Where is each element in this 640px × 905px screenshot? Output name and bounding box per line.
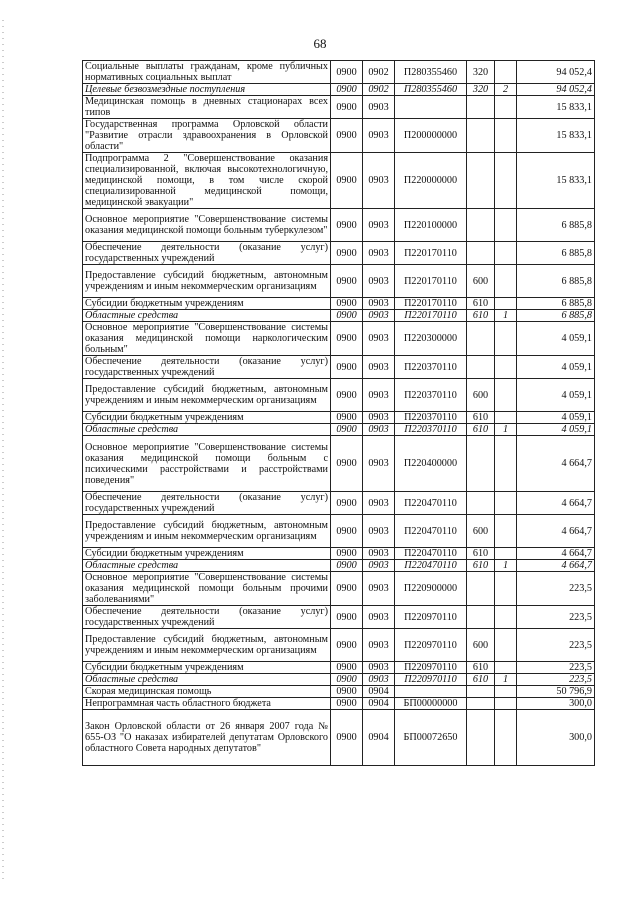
table-row — [83, 560, 595, 572]
amount: 4 059,1 — [517, 322, 595, 356]
funding-source-code — [495, 686, 517, 698]
budget-table — [82, 60, 595, 766]
section-code: 0900 — [331, 153, 363, 209]
target-article-code: П220370110 — [395, 424, 467, 436]
funding-source-code — [495, 710, 517, 766]
target-article-code: П220470110 — [395, 492, 467, 515]
table-body — [83, 61, 595, 766]
funding-source-code — [495, 606, 517, 629]
subsection-code: 0903 — [363, 379, 395, 412]
expense-type-code — [467, 710, 495, 766]
funding-source-code — [495, 119, 517, 153]
row-name: Обеспечение деятельности (оказание услуг) государственных учреждений — [83, 606, 331, 629]
target-article-code: П220470110 — [395, 515, 467, 548]
funding-source-code — [495, 662, 517, 674]
amount: 6 885,8 — [517, 265, 595, 298]
section-code: 0900 — [331, 96, 363, 119]
row-name: Предоставление субсидий бюджетным, автономным учреждениям и иным некоммерческим организациям — [83, 629, 331, 662]
table-row — [83, 662, 595, 674]
table-row — [83, 606, 595, 629]
subsection-code: 0903 — [363, 436, 395, 492]
row-name: Основное мероприятие "Совершенствование системы оказания медицинской помощи наркологическим больным" — [83, 322, 331, 356]
expense-type-code: 610 — [467, 674, 495, 686]
expense-type-code: 610 — [467, 412, 495, 424]
funding-source-code — [495, 96, 517, 119]
amount: 4 664,7 — [517, 492, 595, 515]
subsection-code: 0903 — [363, 412, 395, 424]
section-code: 0900 — [331, 310, 363, 322]
expense-type-code: 600 — [467, 629, 495, 662]
subsection-code: 0902 — [363, 84, 395, 96]
expense-type-code — [467, 242, 495, 265]
row-name: Обеспечение деятельности (оказание услуг) государственных учреждений — [83, 492, 331, 515]
table-row — [83, 515, 595, 548]
target-article-code — [395, 686, 467, 698]
funding-source-code — [495, 242, 517, 265]
target-article-code — [395, 96, 467, 119]
table-row — [83, 424, 595, 436]
section-code: 0900 — [331, 710, 363, 766]
section-code: 0900 — [331, 242, 363, 265]
subsection-code: 0903 — [363, 242, 395, 265]
subsection-code: 0903 — [363, 629, 395, 662]
subsection-code: 0903 — [363, 548, 395, 560]
section-code: 0900 — [331, 572, 363, 606]
subsection-code: 0903 — [363, 560, 395, 572]
amount: 6 885,8 — [517, 209, 595, 242]
amount: 94 052,4 — [517, 61, 595, 84]
table-row — [83, 436, 595, 492]
table-row — [83, 310, 595, 322]
section-code: 0900 — [331, 560, 363, 572]
target-article-code: П220170110 — [395, 298, 467, 310]
funding-source-code — [495, 61, 517, 84]
subsection-code: 0903 — [363, 515, 395, 548]
table-row — [83, 84, 595, 96]
row-name: Предоставление субсидий бюджетным, автономным учреждениям и иным некоммерческим организациям — [83, 515, 331, 548]
table-row — [83, 492, 595, 515]
expense-type-code: 610 — [467, 548, 495, 560]
section-code: 0900 — [331, 322, 363, 356]
row-name: Областные средства — [83, 424, 331, 436]
row-name: Подпрограмма 2 "Совершенствование оказания специализированной, включая высокотехнологичную, медицинской помощи, в том числе скорой специализированной медицинской помощи, медицинской эвакуации" — [83, 153, 331, 209]
subsection-code: 0903 — [363, 606, 395, 629]
amount: 4 664,7 — [517, 548, 595, 560]
row-name: Основное мероприятие "Совершенствование системы оказания медицинской помощи больным прочими заболеваниями" — [83, 572, 331, 606]
row-name: Скорая медицинская помощь — [83, 686, 331, 698]
subsection-code: 0903 — [363, 209, 395, 242]
target-article-code: П280355460 — [395, 84, 467, 96]
funding-source-code — [495, 629, 517, 662]
target-article-code: П220470110 — [395, 548, 467, 560]
funding-source-code — [495, 412, 517, 424]
row-name: Предоставление субсидий бюджетным, автономным учреждениям и иным некоммерческим организациям — [83, 265, 331, 298]
funding-source-code — [495, 356, 517, 379]
amount: 50 796,9 — [517, 686, 595, 698]
target-article-code: П220170110 — [395, 265, 467, 298]
target-article-code: П220000000 — [395, 153, 467, 209]
expense-type-code — [467, 436, 495, 492]
row-name: Областные средства — [83, 560, 331, 572]
expense-type-code: 610 — [467, 662, 495, 674]
table-row — [83, 153, 595, 209]
section-code: 0900 — [331, 412, 363, 424]
expense-type-code — [467, 209, 495, 242]
expense-type-code: 600 — [467, 515, 495, 548]
amount: 4 059,1 — [517, 356, 595, 379]
table-row — [83, 686, 595, 698]
funding-source-code — [495, 379, 517, 412]
row-name: Субсидии бюджетным учреждениям — [83, 412, 331, 424]
expense-type-code: 610 — [467, 424, 495, 436]
table-row — [83, 710, 595, 766]
expense-type-code — [467, 356, 495, 379]
amount: 300,0 — [517, 710, 595, 766]
row-name: Областные средства — [83, 310, 331, 322]
section-code: 0900 — [331, 436, 363, 492]
section-code: 0900 — [331, 356, 363, 379]
section-code: 0900 — [331, 84, 363, 96]
table-row — [83, 298, 595, 310]
target-article-code: П220470110 — [395, 560, 467, 572]
table-row — [83, 629, 595, 662]
table-row — [83, 265, 595, 298]
amount: 4 059,1 — [517, 412, 595, 424]
section-code: 0900 — [331, 119, 363, 153]
subsection-code: 0903 — [363, 265, 395, 298]
subsection-code: 0903 — [363, 572, 395, 606]
table-row — [83, 674, 595, 686]
row-name: Основное мероприятие "Совершенствование системы оказания медицинской помощи больным туберкулезом" — [83, 209, 331, 242]
subsection-code: 0903 — [363, 322, 395, 356]
target-article-code: П220970110 — [395, 629, 467, 662]
amount: 223,5 — [517, 572, 595, 606]
funding-source-code — [495, 153, 517, 209]
row-name: Основное мероприятие "Совершенствование системы оказания медицинской помощи больным с психическими расстройствами и расстройствами поведения" — [83, 436, 331, 492]
target-article-code: П280355460 — [395, 61, 467, 84]
table-row — [83, 572, 595, 606]
section-code: 0900 — [331, 209, 363, 242]
section-code: 0900 — [331, 298, 363, 310]
target-article-code: П220370110 — [395, 379, 467, 412]
target-article-code: П220970110 — [395, 606, 467, 629]
expense-type-code — [467, 153, 495, 209]
row-name: Обеспечение деятельности (оказание услуг) государственных учреждений — [83, 356, 331, 379]
section-code: 0900 — [331, 629, 363, 662]
table-row — [83, 119, 595, 153]
target-article-code: П220100000 — [395, 209, 467, 242]
row-name: Медицинская помощь в дневных стационарах всех типов — [83, 96, 331, 119]
expense-type-code — [467, 606, 495, 629]
subsection-code: 0903 — [363, 662, 395, 674]
target-article-code: П220170110 — [395, 242, 467, 265]
page-number: 68 — [313, 36, 327, 51]
amount: 6 885,8 — [517, 242, 595, 265]
amount: 223,5 — [517, 606, 595, 629]
amount: 4 059,1 — [517, 424, 595, 436]
target-article-code: БП00072650 — [395, 710, 467, 766]
section-code: 0900 — [331, 662, 363, 674]
expense-type-code: 600 — [467, 265, 495, 298]
row-name: Субсидии бюджетным учреждениям — [83, 548, 331, 560]
funding-source-code: 2 — [495, 84, 517, 96]
amount: 15 833,1 — [517, 119, 595, 153]
target-article-code: П220970110 — [395, 674, 467, 686]
section-code: 0900 — [331, 61, 363, 84]
section-code: 0900 — [331, 674, 363, 686]
funding-source-code — [495, 548, 517, 560]
table-row — [83, 242, 595, 265]
funding-source-code — [495, 515, 517, 548]
target-article-code: П220170110 — [395, 310, 467, 322]
funding-source-code — [495, 698, 517, 710]
row-name: Целевые безвозмездные поступления — [83, 84, 331, 96]
expense-type-code — [467, 572, 495, 606]
expense-type-code — [467, 492, 495, 515]
expense-type-code — [467, 119, 495, 153]
expense-type-code: 610 — [467, 310, 495, 322]
expense-type-code — [467, 698, 495, 710]
target-article-code: П220970110 — [395, 662, 467, 674]
expense-type-code: 320 — [467, 84, 495, 96]
amount: 223,5 — [517, 629, 595, 662]
subsection-code: 0902 — [363, 61, 395, 84]
funding-source-code: 1 — [495, 310, 517, 322]
section-code: 0900 — [331, 606, 363, 629]
funding-source-code: 1 — [495, 560, 517, 572]
subsection-code: 0904 — [363, 686, 395, 698]
expense-type-code: 320 — [467, 61, 495, 84]
subsection-code: 0903 — [363, 310, 395, 322]
table-row — [83, 698, 595, 710]
target-article-code: П200000000 — [395, 119, 467, 153]
section-code: 0900 — [331, 265, 363, 298]
amount: 6 885,8 — [517, 298, 595, 310]
row-name: Непрограммная часть областного бюджета — [83, 698, 331, 710]
expense-type-code — [467, 322, 495, 356]
funding-source-code — [495, 436, 517, 492]
amount: 4 059,1 — [517, 379, 595, 412]
expense-type-code — [467, 96, 495, 119]
funding-source-code — [495, 209, 517, 242]
subsection-code: 0903 — [363, 356, 395, 379]
table-row — [83, 209, 595, 242]
subsection-code: 0903 — [363, 119, 395, 153]
section-code: 0900 — [331, 686, 363, 698]
section-code: 0900 — [331, 492, 363, 515]
amount: 4 664,7 — [517, 515, 595, 548]
subsection-code: 0903 — [363, 96, 395, 119]
funding-source-code — [495, 572, 517, 606]
section-code: 0900 — [331, 548, 363, 560]
table-row — [83, 379, 595, 412]
amount: 94 052,4 — [517, 84, 595, 96]
subsection-code: 0904 — [363, 710, 395, 766]
table-row — [83, 96, 595, 119]
amount: 300,0 — [517, 698, 595, 710]
funding-source-code — [495, 492, 517, 515]
target-article-code: П220300000 — [395, 322, 467, 356]
funding-source-code — [495, 298, 517, 310]
row-name: Социальные выплаты гражданам, кроме публичных нормативных социальных выплат — [83, 61, 331, 84]
target-article-code: П220370110 — [395, 356, 467, 379]
amount: 223,5 — [517, 662, 595, 674]
row-name: Закон Орловской области от 26 января 2007 года № 655-ОЗ "О наказах избирателей депутатам Орловского областного Совета народных депутатов" — [83, 710, 331, 766]
expense-type-code: 610 — [467, 298, 495, 310]
amount: 4 664,7 — [517, 436, 595, 492]
expense-type-code — [467, 686, 495, 698]
subsection-code: 0904 — [363, 698, 395, 710]
subsection-code: 0903 — [363, 674, 395, 686]
subsection-code: 0903 — [363, 298, 395, 310]
amount: 4 664,7 — [517, 560, 595, 572]
section-code: 0900 — [331, 424, 363, 436]
row-name: Субсидии бюджетным учреждениям — [83, 662, 331, 674]
table-row — [83, 61, 595, 84]
row-name: Субсидии бюджетным учреждениям — [83, 298, 331, 310]
section-code: 0900 — [331, 698, 363, 710]
amount: 223,5 — [517, 674, 595, 686]
subsection-code: 0903 — [363, 492, 395, 515]
amount: 15 833,1 — [517, 96, 595, 119]
table-row — [83, 356, 595, 379]
row-name: Обеспечение деятельности (оказание услуг) государственных учреждений — [83, 242, 331, 265]
table-row — [83, 412, 595, 424]
section-code: 0900 — [331, 515, 363, 548]
row-name: Областные средства — [83, 674, 331, 686]
amount: 6 885,8 — [517, 310, 595, 322]
funding-source-code: 1 — [495, 424, 517, 436]
amount: 15 833,1 — [517, 153, 595, 209]
subsection-code: 0903 — [363, 153, 395, 209]
target-article-code: П220900000 — [395, 572, 467, 606]
table-row — [83, 322, 595, 356]
target-article-code: БП00000000 — [395, 698, 467, 710]
scan-edge-marks — [2, 20, 4, 880]
section-code: 0900 — [331, 379, 363, 412]
expense-type-code: 610 — [467, 560, 495, 572]
expense-type-code: 600 — [467, 379, 495, 412]
funding-source-code — [495, 322, 517, 356]
row-name: Государственная программа Орловской области "Развитие отрасли здравоохранения в Орловской области" — [83, 119, 331, 153]
target-article-code: П220400000 — [395, 436, 467, 492]
target-article-code: П220370110 — [395, 412, 467, 424]
funding-source-code — [495, 265, 517, 298]
row-name: Предоставление субсидий бюджетным, автономным учреждениям и иным некоммерческим организациям — [83, 379, 331, 412]
table-row — [83, 548, 595, 560]
funding-source-code: 1 — [495, 674, 517, 686]
subsection-code: 0903 — [363, 424, 395, 436]
